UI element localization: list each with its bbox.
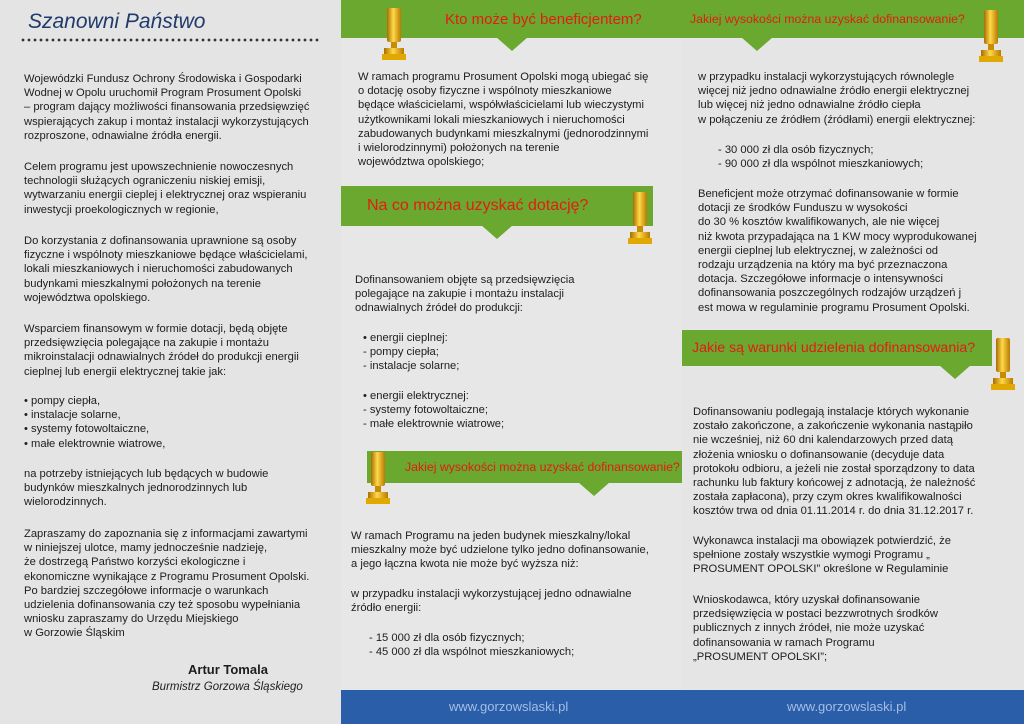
heading-conditions: Jakie są warunki udzielenia dofinansowania? <box>692 340 976 356</box>
needs-paragraph: na potrzeby istniejących lub będących w budowie budynków mieszkalnych jednorodzinnych lub wielorodzinnych. <box>24 468 269 509</box>
dotted-divider <box>20 38 320 42</box>
single-source-amounts: - 15 000 zł dla osób fizycznych; - 45 000 zł dla wspólnot mieszkaniowych; <box>369 632 575 659</box>
conditions-paragraph: Dofinansowaniu podlegają instalacje których wykonanie zostało zakończone, a zakończenie wykonania nastąpiło nie wcześniej, niż 60 dni kalendarzowych przed datą złożenia wniosku o dofinansowanie (decyduje data protokołu odbioru, a jeżeli nie został sporządzony to data rachunku lub faktury końcowej z adnotacją, że należność została zapłacona), przy czym okres kwalifikowalności kosztów trwa od dnia 01.11.2014 r. do dnia 31.12.2017 r. <box>693 406 976 518</box>
heading-amount-continued-banner <box>682 0 1024 38</box>
amount-paragraph: W ramach Programu na jeden budynek mieszkalny/lokal mieszkalny może być udzielone tylko jedno dofinansowanie, a jego łączna kwota nie może być wyższa niż: <box>351 530 649 571</box>
goal-paragraph: Celem programu jest upowszechnienie nowoczesnych technologii służących ograniczeniu niskiej emisji, wytwarzaniu energii cieplej i elektrycznej oraz wspieraniu inwestycji proekologicznych w regionie, <box>24 161 307 216</box>
multi-source-amounts: - 30 000 zł dla osób fizycznych; - 90 000 zł dla wspólnot mieszkaniowych; <box>718 144 924 171</box>
signer-name: Artur Tomala <box>188 662 268 677</box>
trophy-icon <box>379 6 409 62</box>
heading-amount-banner <box>367 451 682 483</box>
trophy-icon <box>363 450 393 506</box>
greeting-title: Szanowni Państwo <box>28 10 206 33</box>
exclusion-paragraph: Wnioskodawca, który uzyskał dofinansowanie przedsięwzięcia w postaci bezzwrotnych środków publicznych z innych źródeł, nie może uzyskać dofinansowania w ramach Programu „PROSUMENT OPOLSKI”; <box>693 594 938 663</box>
eligibility-paragraph: Do korzystania z dofinansowania uprawnione są osoby fizyczne i wspólnoty mieszkaniowe będące właścicielami, lokali mieszkaniowych i nieruchomości zabudowanych budynkami mieszkalnymi położonych na terenie województwa opolskiego. <box>24 235 308 304</box>
signer-title: Burmistrz Gorzowa Śląskiego <box>152 681 303 693</box>
heading-conditions-banner <box>682 330 992 366</box>
right-panel <box>682 0 1024 724</box>
heading-amount: Jakiej wysokości można uzyskać dofinansowanie? <box>405 460 680 474</box>
single-source-paragraph: w przypadku instalacji wykorzystującej jedno odnawialne źródło energii: <box>351 588 632 615</box>
contractor-paragraph: Wykonawca instalacji ma obowiązek potwierdzić, że spełnione zostały wszystkie wymogi Programu „ PROSUMENT OPOLSKI” określone w Regulaminie <box>693 535 951 576</box>
support-paragraph: Wsparciem finansowym w formie dotacji, będą objęte przedsięwzięcia polegające na zakupie i montażu mikroinstalacji odnawialnych źródeł do produkcji energii cieplnej lub energii elektrycznej takie jak: <box>24 323 299 378</box>
subsidy-scope-paragraph: Dofinansowaniem objęte są przedsięwzięcia polegające na zakupie i montażu instalacji odnawialnych źródeł do produkcji: <box>355 274 575 315</box>
multi-source-paragraph: w przypadku instalacji wykorzystujących równolegle więcej niż jedno odnawialne źródło energii elektrycznej lub więcej niż jedno odnawialne źródło ciepła w połączeniu ze źródłem (źródłami) energii elektrycznej: <box>698 71 976 126</box>
invitation-paragraph: Zapraszamy do zapoznania się z informacjami zawartymi w niniejszej ulotce, mamy jednocześnie nadzieję, że dostrzegą Państwo korzyści ekologiczne i ekonomiczne wynikające z Programu Prosument Opolski. Po bardziej szczegółowe informacje o warunkach udzielenia dofinansowania czy też sposobu wypełniania wniosku zapraszamy do Urzędu Miejskiego w Gorzowie Śląskim <box>24 528 310 640</box>
website-link[interactable]: www.gorzowslaski.pl <box>787 699 907 714</box>
website-link[interactable]: www.gorzowslaski.pl <box>449 699 569 714</box>
heading-subsidy-scope: Na co można uzyskać dotację? <box>367 197 589 214</box>
heat-energy-list: • energii cieplnej: - pompy ciepła; - instalacje solarne; <box>363 332 460 373</box>
trophy-icon <box>625 190 655 246</box>
heading-beneficiary: Kto może być beneficjentem? <box>445 10 642 28</box>
intro-paragraph: Wojewódzki Fundusz Ochrony Środowiska i Gospodarki Wodnej w Opolu uruchomił Program Prosument Opolski – program dający możliwości finansowania przedsięwzięć wspierających zakup i montaż instalacji wykorzystujących rozproszone, odnawialne źródła energii. <box>24 73 310 142</box>
trophy-icon <box>976 8 1006 64</box>
heading-subsidy-scope-banner <box>341 186 653 226</box>
beneficiary-paragraph: W ramach programu Prosument Opolski mogą ubiegać się o dotację osoby fizyczne i wspólnoty mieszkaniowe będące właścicielami, współwłaścicielami lub wieczystymi użytkownikami lokali mieszkaniowych i nieruchomości zabudowanych budynkami mieszkalnymi (jednorodzinnymi i wielorodzinnymi) położonych na terenie województwa opolskiego; <box>358 71 649 169</box>
installation-list: • pompy ciepła, • instalacje solarne, • systemy fotowoltaiczne, • małe elektrownie wiatrowe, <box>24 395 166 450</box>
electric-energy-list: • energii elektrycznej: - systemy fotowoltaiczne; - małe elektrownie wiatrowe; <box>363 390 505 431</box>
left-panel <box>0 0 341 724</box>
middle-panel <box>341 0 682 724</box>
footer-bar <box>341 690 1024 724</box>
subsidy-rate-paragraph: Beneficjent może otrzymać dofinansowanie w formie dotacji ze środków Funduszu w wysokości do 30 % kosztów kwalifikowanych, ale nie więcej niż kwota przypadająca na 1 KW mocy wyprodukowanej energii cieplnej lub elektrycznej, w zależności od rodzaju urządzenia na który ma być przeznaczona dotacja. Szczegółowe informacje o intensywności dofinansowania poszczególnych rodzajów urządzeń j est mowa w regulaminie programu Prosument Opolski. <box>698 188 977 314</box>
trophy-icon <box>988 336 1018 392</box>
heading-amount-continued: Jakiej wysokości można uzyskać dofinansowanie? <box>690 12 965 26</box>
